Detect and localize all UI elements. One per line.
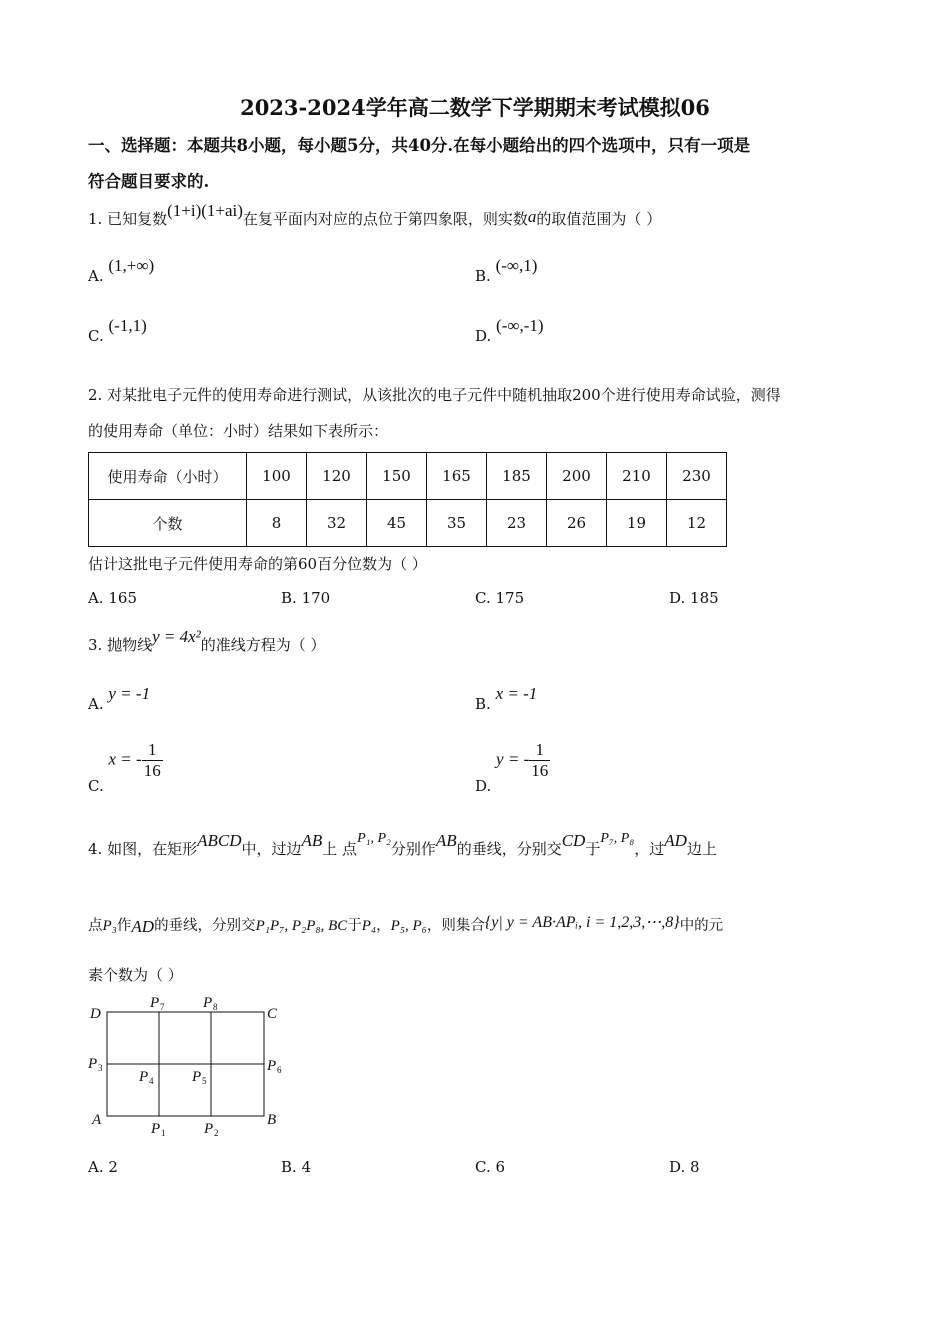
table-cell: 35 [427,500,487,547]
table-cell: 19 [607,500,667,547]
table-cell: 150 [367,453,427,500]
question-2-prompt: 估计这批电子元件使用寿命的第60百分位数为（ ） [88,555,427,573]
section-heading-line2: 符合题目要求的. [88,172,210,191]
label-p6-sub: 6 [277,1065,282,1075]
table-cell: 210 [607,453,667,500]
table-cell: 26 [547,500,607,547]
label-p4-sub: 4 [149,1076,154,1086]
q2-option-c[interactable]: C. 175 [475,589,525,607]
label-p5-sub: 5 [202,1076,207,1086]
label-p8: P [203,995,213,1011]
q3-option-a[interactable]: A. y = -1 [88,684,151,713]
label-b: B [267,1112,277,1128]
q1-option-d[interactable]: D. (-∞,-1) [475,316,544,345]
label-p7-sub: 7 [160,1002,165,1012]
question-4-line1: 4. 如图，在矩形ABCD中，过边AB上 点P₁, P₂分别作AB的垂线，分别交CD于P₇, P₈，过AD边上 [88,831,717,858]
table-cell: 230 [667,453,727,500]
label-p2: P [204,1121,214,1137]
q4-option-d[interactable]: D. 8 [669,1158,700,1176]
label-p4: P [139,1069,149,1085]
table-cell: 100 [247,453,307,500]
fraction: $\frac{1}{16}$ [143,740,161,780]
table-cell: 200 [547,453,607,500]
q3-option-d[interactable]: D. y = - $\frac{1}{16}$ [475,740,549,795]
label-p6: P [267,1058,277,1074]
table-cell: 120 [307,453,367,500]
q4-option-b[interactable]: B. 4 [281,1158,312,1176]
lifetime-table [88,452,727,547]
label-p2-sub: 2 [214,1128,219,1138]
q2-option-d[interactable]: D. 185 [669,589,719,607]
label-p1-sub: 1 [161,1128,166,1138]
question-2-line1: 2. 对某批电子元件的使用寿命进行测试，从该批次的电子元件中随机抽取200个进行使用寿命试验，测得 [88,386,781,404]
table-row [89,500,727,547]
q3-option-b[interactable]: B. x = -1 [475,684,538,713]
table-header-cell: 使用寿命（小时） [89,453,247,500]
table-cell: 12 [667,500,727,547]
label-a: A [92,1112,102,1128]
question-4-line3: 素个数为（ ） [88,966,183,984]
label-d: D [90,1006,101,1022]
question-1-stem: 1. 已知复数(1+i)(1+ai)在复平面内对应的点位于第四象限，则实数a的取值范围为（ ） [88,201,662,228]
q2-option-b[interactable]: B. 170 [281,589,331,607]
q1-option-b[interactable]: B. (-∞,1) [475,256,538,285]
fraction: $\frac{1}{16}$ [531,740,549,780]
question-3-stem: 3. 抛物线y = 4x²的准线方程为（ ） [88,627,326,654]
page-title: 2023-2024学年高二数学下学期期末考试模拟06 [240,95,710,120]
q1-complex-expression: (1+i)(1+ai) [167,201,243,220]
table-cell: 185 [487,453,547,500]
q1-variable: a [527,207,537,226]
table-cell: 45 [367,500,427,547]
label-p3-sub: 3 [98,1063,103,1073]
label-p7: P [150,995,160,1011]
set-expression: {y| y = AB·APᵢ, i = 1,2,3,⋯,8} [484,914,680,931]
label-p8-sub: 8 [213,1002,218,1012]
label-p3: P [88,1056,98,1072]
table-cell: 32 [307,500,367,547]
section-heading-line1: 一、选择题：本题共8小题，每小题5分，共40分.在每小题给出的四个选项中，只有一项是 [88,136,751,155]
q1-option-c[interactable]: C. (-1,1) [88,316,147,345]
label-p5: P [192,1069,202,1085]
table-row [89,453,727,500]
q1-option-a[interactable]: A. (1,+∞) [88,256,155,285]
q3-parabola-equation: y = 4x² [152,627,201,646]
table-cell: 8 [247,500,307,547]
label-p1: P [151,1121,161,1137]
question-4-line2: 点P₃作AD的垂线，分别交P₁P₇, P₂P₈, BC于P₄，P₅, P₆，则集合{y| y = AB·APᵢ, i = 1,2,3,⋯,8}中的元 [88,914,724,936]
q4-option-a[interactable]: A. 2 [88,1158,118,1176]
label-c: C [267,1006,278,1022]
table-cell: 165 [427,453,487,500]
q2-option-a[interactable]: A. 165 [88,589,138,607]
table-cell: 23 [487,500,547,547]
rectangle-figure [86,990,306,1150]
q4-option-c[interactable]: C. 6 [475,1158,506,1176]
table-header-cell: 个数 [89,500,247,547]
q3-option-c[interactable]: C. x = - $\frac{1}{16}$ [88,740,161,795]
question-2-line2: 的使用寿命（单位：小时）结果如下表所示： [88,422,389,440]
